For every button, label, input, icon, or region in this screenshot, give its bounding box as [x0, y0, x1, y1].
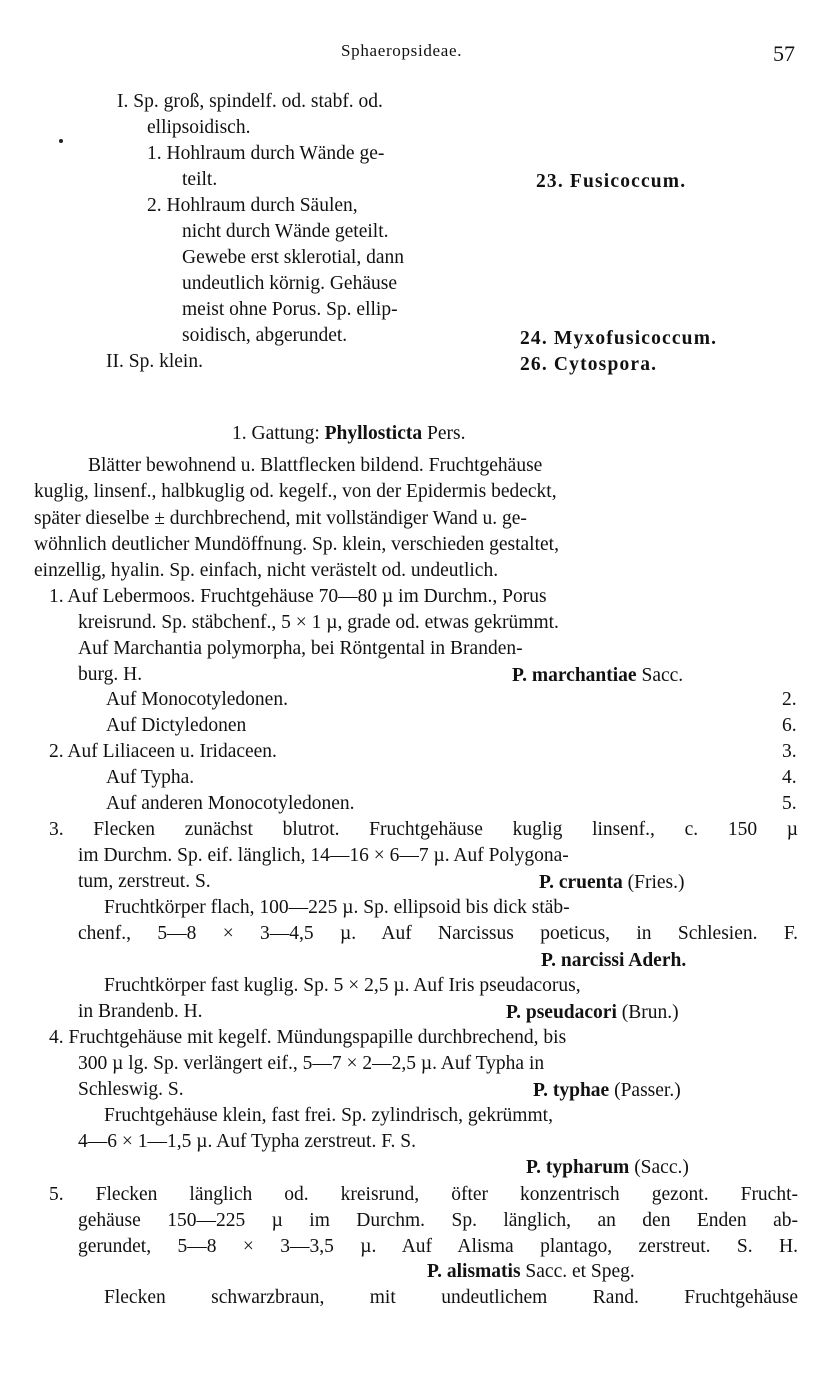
- key-line: soidisch, abgerundet.: [182, 325, 348, 346]
- genus-prefix: 1. Gattung:: [232, 423, 320, 444]
- genus-author: Pers.: [427, 423, 466, 444]
- text-line: 4—6 × 1—1,5 µ. Auf Typha zerstreut. F. S.: [78, 1131, 416, 1152]
- key-line: teilt.: [182, 169, 218, 190]
- lead-number: 3.: [782, 741, 797, 762]
- text-line: Fruchtkörper fast kuglig. Sp. 5 × 2,5 µ. Auf Iris pseudacorus,: [104, 975, 581, 996]
- genus-ref: 24. Myxofusicoccum.: [520, 328, 718, 349]
- text-line: Auf Monocotyledonen.: [106, 689, 288, 710]
- text-line: 1. Auf Lebermoos. Fruchtgehäuse 70—80 µ im Durchm., Porus: [49, 586, 547, 607]
- lead-number: 4.: [782, 767, 797, 788]
- text-line: Flecken schwarzbraun, mit undeutlichem Rand. Fruchtgehäuse: [104, 1287, 798, 1308]
- text-line: gerundet, 5—8 × 3—3,5 µ. Auf Alisma plantago, zerstreut. S. H.: [78, 1236, 798, 1257]
- species-name: P. cruenta (Fries.): [539, 872, 685, 893]
- text-line: gehäuse 150—225 µ im Durchm. Sp. länglich, an den Enden ab-: [78, 1210, 798, 1231]
- text-line: Auf Dictyledonen: [106, 715, 247, 736]
- species-name: P. alismatis Sacc. et Speg.: [427, 1261, 635, 1282]
- text-line: später dieselbe ± durchbrechend, mit vollständiger Wand u. ge-: [34, 508, 527, 529]
- genus-ref: 26. Cytospora.: [520, 354, 658, 375]
- text-line: Auf Marchantia polymorpha, bei Röntgental in Branden-: [78, 638, 523, 659]
- text-line: Auf anderen Monocotyledonen.: [106, 793, 355, 814]
- key-line: ellipsoidisch.: [147, 117, 251, 138]
- text-line: 3. Flecken zunächst blutrot. Fruchtgehäuse kuglig linsenf., c. 150 µ: [49, 819, 798, 840]
- lead-number: 2.: [782, 689, 797, 710]
- text-line: 300 µ lg. Sp. verlängert eif., 5—7 × 2—2,5 µ. Auf Typha in: [78, 1053, 545, 1074]
- species-name: P. narcissi Aderh.: [541, 950, 687, 971]
- key-line: 2. Hohlraum durch Säulen,: [147, 195, 358, 216]
- key-line: 1. Hohlraum durch Wände ge-: [147, 143, 385, 164]
- running-title: Sphaeropsideae.: [341, 41, 463, 60]
- key-line: meist ohne Porus. Sp. ellip-: [182, 299, 398, 320]
- genus-heading: [232, 424, 465, 444]
- key-line: nicht durch Wände geteilt.: [182, 221, 389, 242]
- species-name: P. typhae (Passer.): [533, 1080, 681, 1101]
- text-line: burg. H.: [78, 664, 143, 685]
- print-speck: [59, 139, 63, 143]
- lead-number: 5.: [782, 793, 797, 814]
- text-line: Auf Typha.: [106, 767, 195, 788]
- text-line: 5. Flecken länglich od. kreisrund, öfter konzentrisch gezont. Frucht-: [49, 1184, 798, 1205]
- text-line: tum, zerstreut. S.: [78, 871, 211, 892]
- text-line: in Brandenb. H.: [78, 1001, 203, 1022]
- text-line: kuglig, linsenf., halbkuglig od. kegelf., von der Epidermis bedeckt,: [34, 481, 557, 502]
- key-line: II. Sp. klein.: [106, 351, 203, 372]
- text-line: Schleswig. S.: [78, 1079, 184, 1100]
- text-line: Blätter bewohnend u. Blattflecken bildend. Fruchtgehäuse: [88, 455, 543, 476]
- key-line: undeutlich körnig. Gehäuse: [182, 273, 397, 294]
- text-line: Fruchtkörper flach, 100—225 µ. Sp. ellipsoid bis dick stäb-: [104, 897, 570, 918]
- text-line: kreisrund. Sp. stäbchenf., 5 × 1 µ, grade od. etwas gekrümmt.: [78, 612, 559, 633]
- text-line: Fruchtgehäuse klein, fast frei. Sp. zylindrisch, gekrümmt,: [104, 1105, 553, 1126]
- text-line: chenf., 5—8 × 3—4,5 µ. Auf Narcissus poeticus, in Schlesien. F.: [78, 923, 798, 944]
- lead-number: 6.: [782, 715, 797, 736]
- text-line: 4. Fruchtgehäuse mit kegelf. Mündungspapille durchbrechend, bis: [49, 1027, 567, 1048]
- text-line: im Durchm. Sp. eif. länglich, 14—16 × 6—7 µ. Auf Polygona-: [78, 845, 569, 866]
- text-line: einzellig, hyalin. Sp. einfach, nicht verästelt od. undeutlich.: [34, 560, 499, 581]
- key-line: Gewebe erst sklerotial, dann: [182, 247, 405, 268]
- species-name: P. typharum (Sacc.): [526, 1157, 689, 1178]
- key-line: I. Sp. groß, spindelf. od. stabf. od.: [117, 91, 383, 112]
- page-number: 57: [773, 41, 795, 66]
- text-line: wöhnlich deutlicher Mundöffnung. Sp. klein, verschieden gestaltet,: [34, 534, 559, 555]
- species-name: P. marchantiae Sacc.: [512, 665, 684, 686]
- genus-ref: 23. Fusicoccum.: [536, 171, 687, 192]
- species-name: P. pseudacori (Brun.): [506, 1002, 679, 1023]
- text-line: 2. Auf Liliaceen u. Iridaceen.: [49, 741, 277, 762]
- genus-name: Phyllosticta: [324, 423, 423, 444]
